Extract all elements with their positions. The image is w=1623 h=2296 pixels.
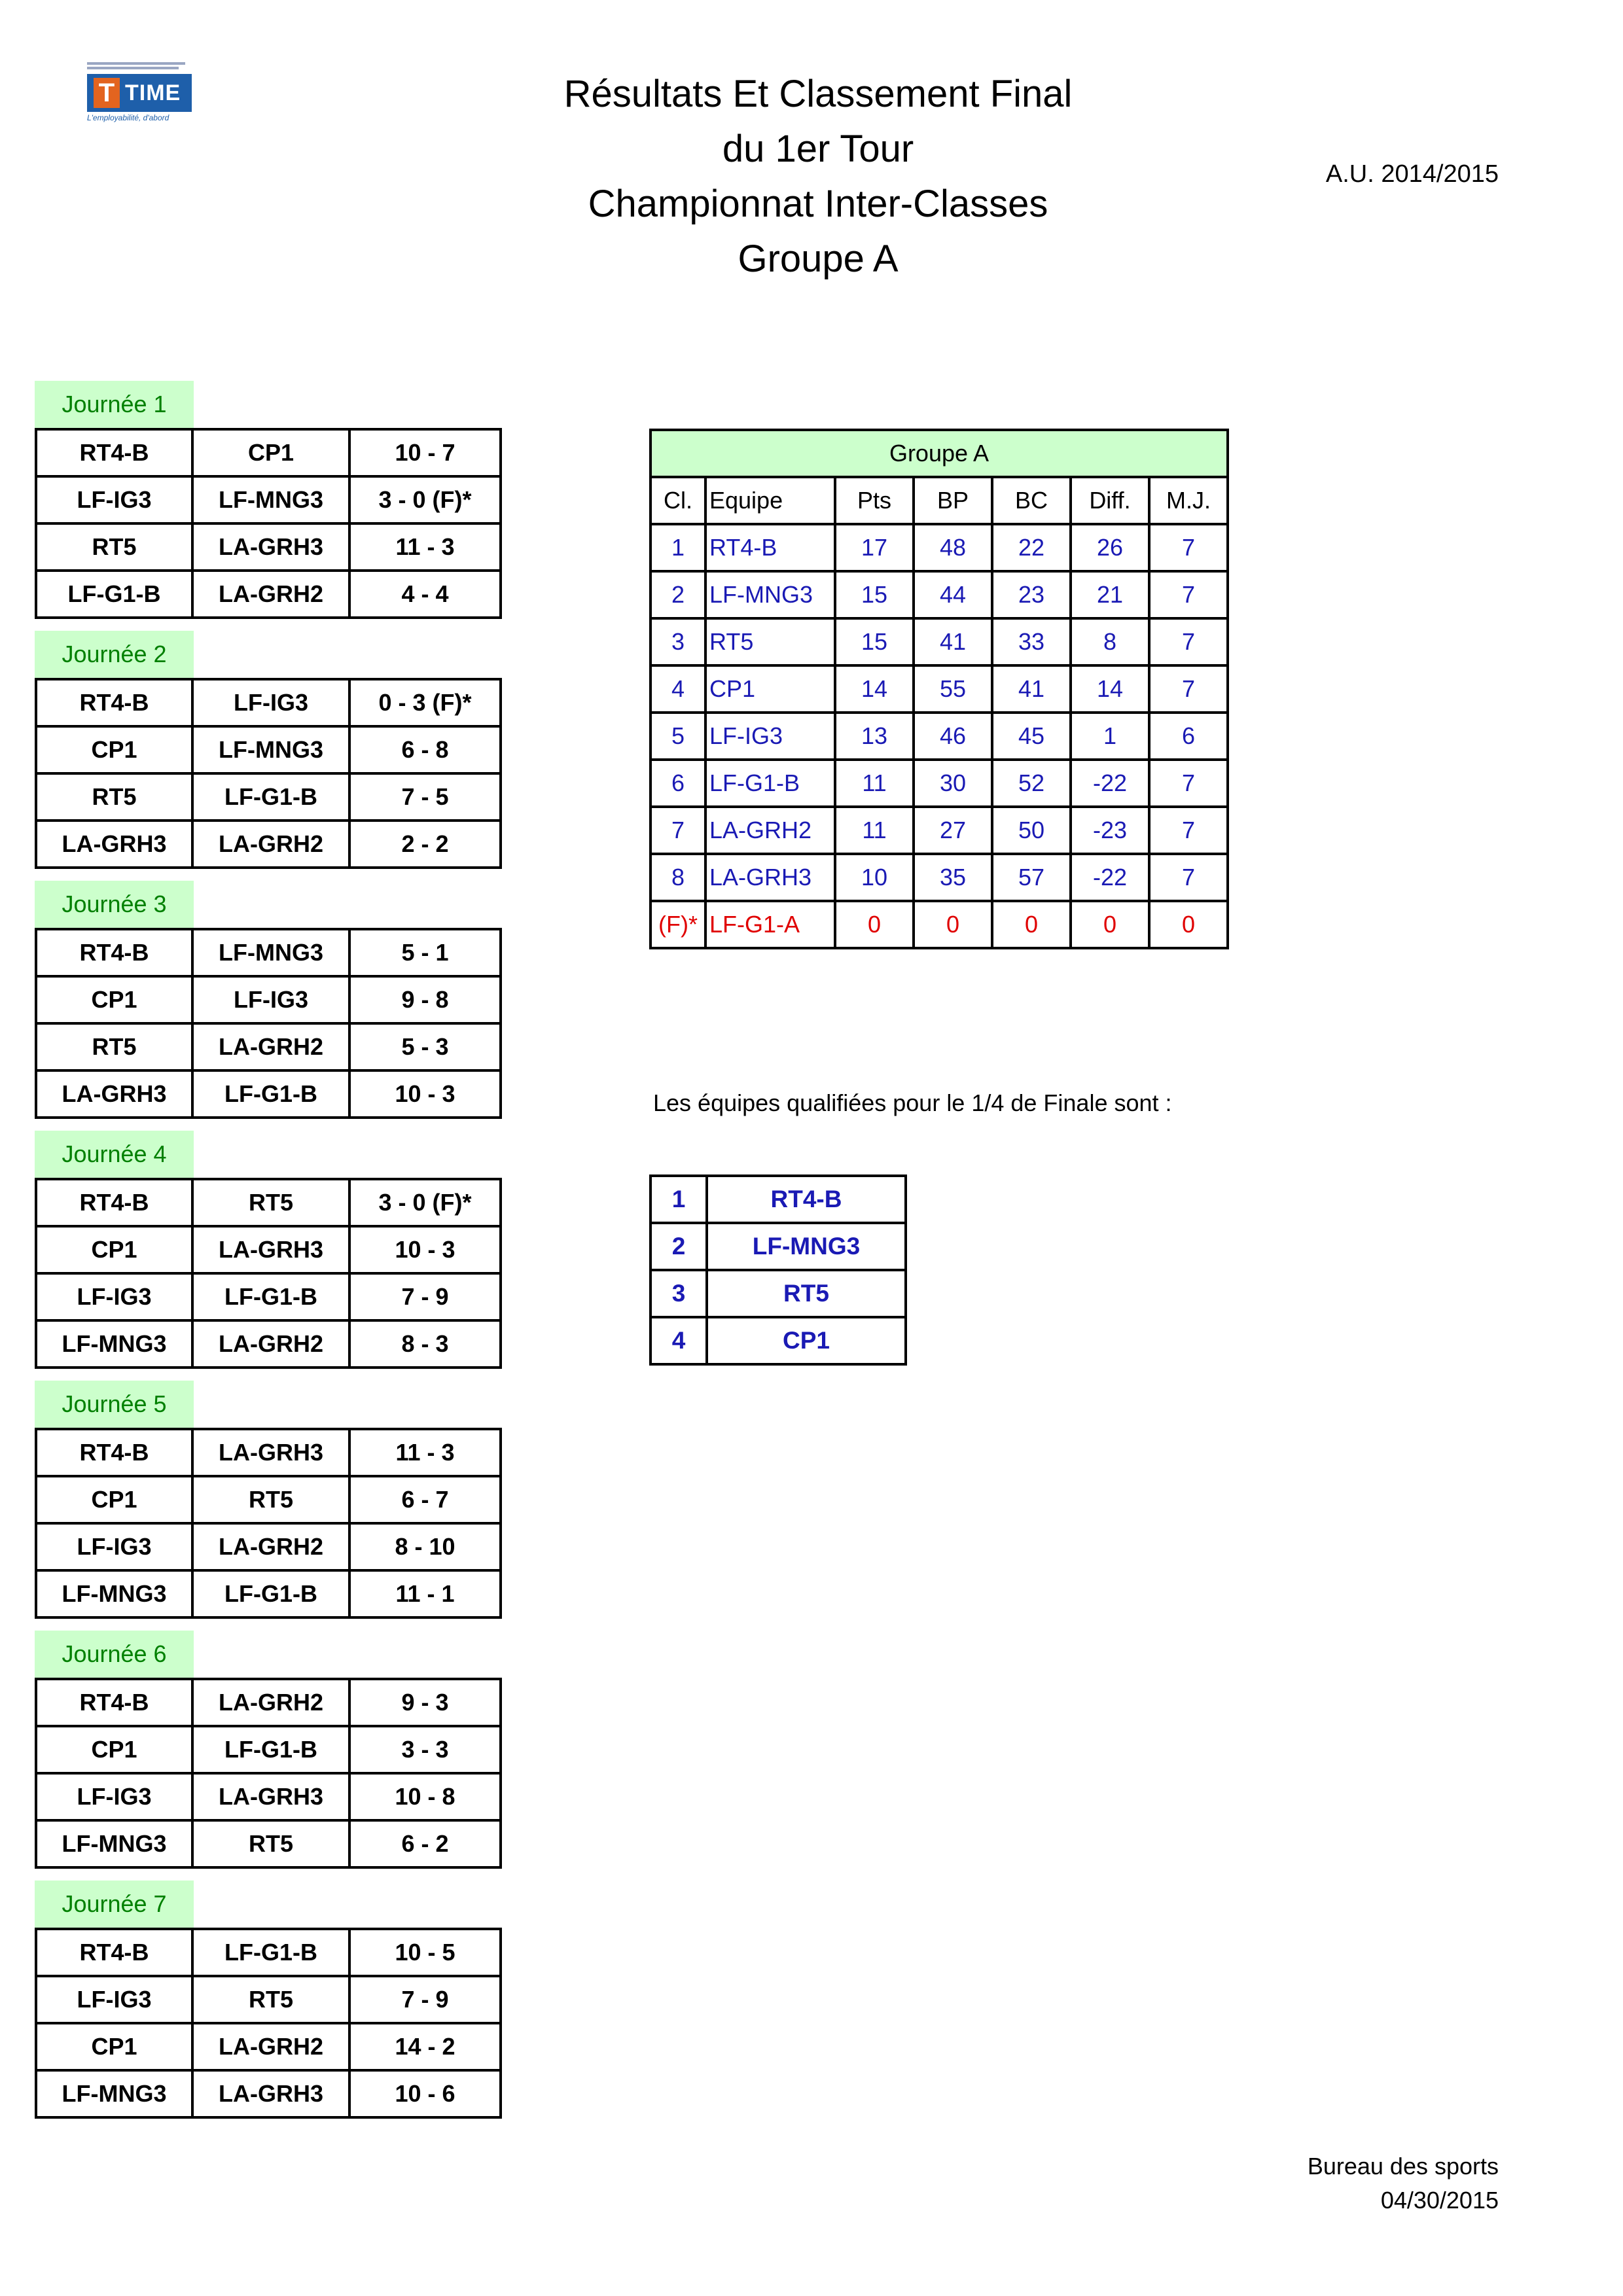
qualified-team: RT5 [707, 1270, 906, 1317]
home-team: LF-MNG3 [36, 2070, 192, 2117]
match-score: 8 - 10 [349, 1523, 501, 1570]
home-team: LF-IG3 [36, 1523, 192, 1570]
standings-points: 10 [835, 854, 914, 901]
col-header-goals-for: BP [914, 477, 992, 524]
match-score: 6 - 2 [349, 1820, 501, 1867]
match-score: 14 - 2 [349, 2023, 501, 2070]
matchday-table [35, 928, 502, 1119]
matchday-table [35, 678, 502, 869]
standings-goals-for: 48 [914, 524, 992, 571]
match-score: 7 - 5 [349, 773, 501, 821]
standings-points: 11 [835, 760, 914, 807]
standings-body [651, 524, 1228, 948]
away-team: RT5 [192, 1820, 349, 1867]
home-team: LF-MNG3 [36, 1570, 192, 1617]
away-team: CP1 [192, 429, 349, 476]
standings-goals-against: 23 [992, 571, 1071, 618]
col-header-team: Equipe [705, 477, 835, 524]
match-score: 10 - 5 [349, 1929, 501, 1976]
matchday-label: Journée 7 [35, 1881, 194, 1928]
matchday-label: Journée 4 [35, 1131, 194, 1178]
home-team: RT4-B [36, 1179, 192, 1226]
standings-rank: 4 [651, 665, 705, 713]
away-team: LF-G1-B [192, 1070, 349, 1118]
logo-badge [87, 74, 192, 112]
match-score: 11 - 3 [349, 523, 501, 571]
match-score: 10 - 3 [349, 1070, 501, 1118]
match-row [36, 1570, 501, 1617]
away-team: LF-G1-B [192, 1726, 349, 1773]
home-team: RT4-B [36, 1679, 192, 1726]
match-row [36, 1773, 501, 1820]
standings-rank: 1 [651, 524, 705, 571]
match-score: 3 - 0 (F)* [349, 476, 501, 523]
forfeit-goals-for: 0 [914, 901, 992, 948]
away-team: RT5 [192, 1976, 349, 2023]
home-team: RT4-B [36, 1429, 192, 1476]
matchday-table [35, 1928, 502, 2119]
match-score: 5 - 3 [349, 1023, 501, 1070]
match-score: 9 - 8 [349, 976, 501, 1023]
match-row [36, 1929, 501, 1976]
match-row [36, 1273, 501, 1320]
match-score: 6 - 7 [349, 1476, 501, 1523]
away-team: LF-MNG3 [192, 476, 349, 523]
standings-matches-played: 7 [1149, 524, 1228, 571]
standings-row [651, 807, 1228, 854]
qualified-rank: 2 [651, 1223, 707, 1270]
qualified-heading: Les équipes qualifiées pour le 1/4 de Finale sont : [653, 1089, 1172, 1116]
matchday-table [35, 1178, 502, 1369]
away-team: LA-GRH3 [192, 2070, 349, 2117]
title-line-3: Championnat Inter-Classes [588, 183, 1048, 225]
match-row [36, 571, 501, 618]
home-team: CP1 [36, 2023, 192, 2070]
away-team: LF-IG3 [192, 679, 349, 726]
qualified-table [649, 1174, 907, 1366]
match-row [36, 1726, 501, 1773]
standings-team: LF-IG3 [705, 713, 835, 760]
match-row [36, 2023, 501, 2070]
standings-goals-for: 41 [914, 618, 992, 665]
standings-points: 11 [835, 807, 914, 854]
standings-matches-played: 7 [1149, 618, 1228, 665]
academic-year: A.U. 2014/2015 [1325, 160, 1499, 188]
logo-brand: TIME [125, 80, 181, 105]
match-row [36, 476, 501, 523]
home-team: RT4-B [36, 429, 192, 476]
away-team: LA-GRH3 [192, 1773, 349, 1820]
match-row [36, 1226, 501, 1273]
match-score: 10 - 7 [349, 429, 501, 476]
qualified-rank: 3 [651, 1270, 707, 1317]
standings-team: CP1 [705, 665, 835, 713]
standings-goals-for: 27 [914, 807, 992, 854]
standings-row [651, 760, 1228, 807]
match-score: 7 - 9 [349, 1273, 501, 1320]
away-team: LA-GRH3 [192, 523, 349, 571]
standings-rank: 6 [651, 760, 705, 807]
match-row [36, 1320, 501, 1368]
footer-office: Bureau des sports [1307, 2153, 1499, 2180]
standings-matches-played: 6 [1149, 713, 1228, 760]
match-row [36, 1976, 501, 2023]
footer [1308, 2149, 1499, 2217]
away-team: LA-GRH2 [192, 1320, 349, 1368]
match-row [36, 1523, 501, 1570]
standings-goals-for: 46 [914, 713, 992, 760]
qualified-row [651, 1176, 906, 1223]
match-row [36, 726, 501, 773]
home-team: RT5 [36, 1023, 192, 1070]
title-line-1: Résultats Et Classement Final [563, 73, 1073, 115]
standings-matches-played: 7 [1149, 760, 1228, 807]
match-row [36, 976, 501, 1023]
match-score: 0 - 3 (F)* [349, 679, 501, 726]
away-team: LF-G1-B [192, 1273, 349, 1320]
match-row [36, 1429, 501, 1476]
home-team: LF-IG3 [36, 476, 192, 523]
standings-goal-diff: 21 [1071, 571, 1149, 618]
away-team: LF-MNG3 [192, 726, 349, 773]
away-team: LF-G1-B [192, 1929, 349, 1976]
away-team: LA-GRH2 [192, 1023, 349, 1070]
home-team: LF-IG3 [36, 1773, 192, 1820]
standings-goals-against: 41 [992, 665, 1071, 713]
home-team: LF-IG3 [36, 1976, 192, 2023]
match-row [36, 929, 501, 976]
standings-matches-played: 7 [1149, 854, 1228, 901]
match-row [36, 679, 501, 726]
matchday-table [35, 1428, 502, 1619]
away-team: LA-GRH3 [192, 1429, 349, 1476]
standings-goal-diff: 1 [1071, 713, 1149, 760]
standings-team: RT4-B [705, 524, 835, 571]
away-team: RT5 [192, 1179, 349, 1226]
away-team: LA-GRH2 [192, 2023, 349, 2070]
away-team: LF-G1-B [192, 1570, 349, 1617]
standings-goals-against: 50 [992, 807, 1071, 854]
forfeit-goal-diff: 0 [1071, 901, 1149, 948]
matchday-label: Journée 3 [35, 881, 194, 928]
standings-team: LA-GRH3 [705, 854, 835, 901]
match-score: 10 - 6 [349, 2070, 501, 2117]
standings-rank: 7 [651, 807, 705, 854]
qualified-row [651, 1317, 906, 1364]
home-team: RT4-B [36, 929, 192, 976]
qualified-team: LF-MNG3 [707, 1223, 906, 1270]
title-line-4: Groupe A [738, 238, 899, 280]
match-score: 8 - 3 [349, 1320, 501, 1368]
matchday-table [35, 428, 502, 619]
home-team: RT5 [36, 773, 192, 821]
match-score: 3 - 0 (F)* [349, 1179, 501, 1226]
match-row [36, 1023, 501, 1070]
col-header-points: Pts [835, 477, 914, 524]
matchday-table [35, 1678, 502, 1869]
away-team: LA-GRH2 [192, 571, 349, 618]
standings-points: 13 [835, 713, 914, 760]
standings-goal-diff: -22 [1071, 854, 1149, 901]
home-team: LF-MNG3 [36, 1320, 192, 1368]
match-score: 10 - 8 [349, 1773, 501, 1820]
match-row [36, 1476, 501, 1523]
standings-rank: 5 [651, 713, 705, 760]
logo-fine-print [87, 62, 185, 65]
standings-team: RT5 [705, 618, 835, 665]
col-header-diff: Diff. [1071, 477, 1149, 524]
standings-goal-diff: -23 [1071, 807, 1149, 854]
standings-table [649, 429, 1229, 949]
standings-team: LF-G1-B [705, 760, 835, 807]
match-score: 11 - 3 [349, 1429, 501, 1476]
standings-row [651, 524, 1228, 571]
match-row [36, 773, 501, 821]
forfeit-matches-played: 0 [1149, 901, 1228, 948]
match-score: 10 - 3 [349, 1226, 501, 1273]
away-team: LF-G1-B [192, 773, 349, 821]
page-title [458, 67, 1178, 287]
match-row [36, 1820, 501, 1867]
standings-matches-played: 7 [1149, 665, 1228, 713]
standings-rank: 3 [651, 618, 705, 665]
forfeit-team: LF-G1-A [705, 901, 835, 948]
qualified-row [651, 1270, 906, 1317]
away-team: LA-GRH2 [192, 1523, 349, 1570]
standings-team: LA-GRH2 [705, 807, 835, 854]
away-team: RT5 [192, 1476, 349, 1523]
forfeit-points: 0 [835, 901, 914, 948]
home-team: CP1 [36, 726, 192, 773]
standings-goals-against: 45 [992, 713, 1071, 760]
standings-goal-diff: 8 [1071, 618, 1149, 665]
match-score: 11 - 1 [349, 1570, 501, 1617]
match-row [36, 1070, 501, 1118]
qualified-rank: 4 [651, 1317, 707, 1364]
forfeit-rank: (F)* [651, 901, 705, 948]
away-team: LA-GRH2 [192, 821, 349, 868]
matchday-label: Journée 5 [35, 1381, 194, 1428]
footer-date: 04/30/2015 [1380, 2187, 1499, 2214]
title-line-2: du 1er Tour [722, 128, 914, 170]
home-team: LA-GRH3 [36, 1070, 192, 1118]
standings-row [651, 571, 1228, 618]
standings-goals-for: 44 [914, 571, 992, 618]
logo-fine-print [87, 67, 179, 69]
away-team: LA-GRH3 [192, 1226, 349, 1273]
standings-goals-for: 55 [914, 665, 992, 713]
standings-row [651, 618, 1228, 665]
match-score: 9 - 3 [349, 1679, 501, 1726]
match-row [36, 1679, 501, 1726]
qualified-rank: 1 [651, 1176, 707, 1223]
match-row [36, 523, 501, 571]
match-score: 2 - 2 [349, 821, 501, 868]
home-team: RT5 [36, 523, 192, 571]
match-row [36, 2070, 501, 2117]
forfeit-goals-against: 0 [992, 901, 1071, 948]
home-team: CP1 [36, 976, 192, 1023]
home-team: RT4-B [36, 1929, 192, 1976]
standings-team: LF-MNG3 [705, 571, 835, 618]
col-header-matches-played: M.J. [1149, 477, 1228, 524]
qualified-body [651, 1176, 906, 1364]
col-header-rank: Cl. [651, 477, 705, 524]
standings-goals-for: 30 [914, 760, 992, 807]
standings-rank: 2 [651, 571, 705, 618]
away-team: LF-IG3 [192, 976, 349, 1023]
qualified-row [651, 1223, 906, 1270]
matchday-label: Journée 1 [35, 381, 194, 428]
home-team: LA-GRH3 [36, 821, 192, 868]
standings-goal-diff: 26 [1071, 524, 1149, 571]
matchday-label: Journée 2 [35, 631, 194, 678]
standings-goal-diff: -22 [1071, 760, 1149, 807]
match-score: 4 - 4 [349, 571, 501, 618]
match-score: 6 - 8 [349, 726, 501, 773]
standings-points: 14 [835, 665, 914, 713]
standings-points: 15 [835, 571, 914, 618]
match-row [36, 1179, 501, 1226]
standings-title: Groupe A [651, 430, 1228, 477]
away-team: LF-MNG3 [192, 929, 349, 976]
standings-row [651, 713, 1228, 760]
standings-matches-played: 7 [1149, 571, 1228, 618]
home-team: LF-MNG3 [36, 1820, 192, 1867]
home-team: LF-IG3 [36, 1273, 192, 1320]
standings-points: 17 [835, 524, 914, 571]
standings-goals-against: 33 [992, 618, 1071, 665]
matchday-label: Journée 6 [35, 1631, 194, 1678]
standings-forfeit-row [651, 901, 1228, 948]
standings-points: 15 [835, 618, 914, 665]
standings-goal-diff: 14 [1071, 665, 1149, 713]
qualified-team: RT4-B [707, 1176, 906, 1223]
match-score: 3 - 3 [349, 1726, 501, 1773]
match-row [36, 821, 501, 868]
home-team: LF-G1-B [36, 571, 192, 618]
standings-matches-played: 7 [1149, 807, 1228, 854]
home-team: CP1 [36, 1476, 192, 1523]
logo-tagline: L'employabilité, d'abord [87, 113, 169, 122]
standings-goals-against: 52 [992, 760, 1071, 807]
home-team: RT4-B [36, 679, 192, 726]
standings-goals-against: 57 [992, 854, 1071, 901]
match-score: 5 - 1 [349, 929, 501, 976]
qualified-team: CP1 [707, 1317, 906, 1364]
match-score: 7 - 9 [349, 1976, 501, 2023]
standings-row [651, 854, 1228, 901]
match-row [36, 429, 501, 476]
col-header-goals-against: BC [992, 477, 1071, 524]
standings-goals-for: 35 [914, 854, 992, 901]
logo-mark-icon: T [94, 78, 120, 108]
home-team: CP1 [36, 1226, 192, 1273]
standings-goals-against: 22 [992, 524, 1071, 571]
standings-rank: 8 [651, 854, 705, 901]
university-logo [87, 60, 192, 127]
away-team: LA-GRH2 [192, 1679, 349, 1726]
home-team: CP1 [36, 1726, 192, 1773]
standings-row [651, 665, 1228, 713]
